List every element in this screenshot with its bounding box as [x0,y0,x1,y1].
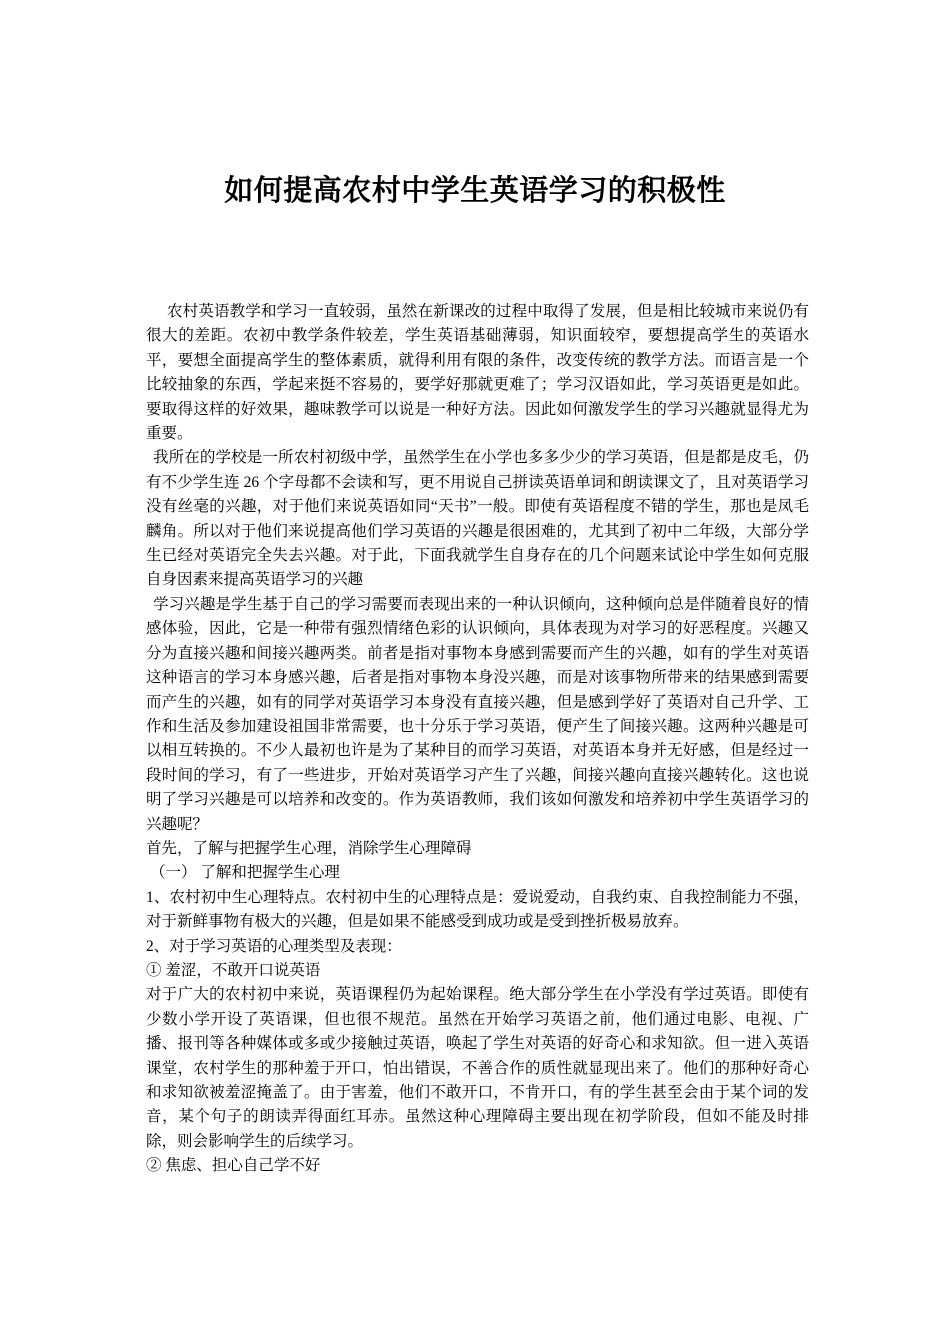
document-body [146,300,809,1179]
paragraph-school: 我所在的学校是一所农村初级中学，虽然学生在小学也多多少少的学习英语，但是都是皮毛，仍有不少学生连 26 个字母都不会读和写，更不用说自己拼读英语单词和朗读课文了，且对英语学习没有丝毫的兴趣，对于他们来说英语如同“天书”一般。即使有英语程度不错的学生，那也是凤毛麟角。所以对于他们来说提高他们学习英语的兴趣是很困难的，尤其到了初中二年级，大部分学生已经对英语完全失去兴趣。对于此，下面我就学生自身存在的几个问题来试论中学生如何克服自身因素来提高英语学习的兴趣 [146,449,809,589]
list-item-2: 2、对于学习英语的心理类型及表现： [146,937,402,955]
subheading-anxiety: ② 焦虑、担心自己学不好 [146,1157,321,1175]
list-item-1: 1、农村初中生心理特点。农村初中生的心理特点是：爱说爱动，自我约束、自我控制能力不强，对于新鲜事物有极大的兴趣，但是如果不能感受到成功或是受到挫折极易放弃。 [146,888,809,931]
page-title: 如何提高农村中学生英语学习的积极性 [224,173,726,207]
heading-first: 首先，了解与把握学生心理，消除学生心理障碍 [146,839,472,857]
paragraph-intro: 农村英语教学和学习一直较弱，虽然在新课改的过程中取得了发展，但是相比较城市来说仍有很大的差距。农初中教学条件较差，学生英语基础薄弱，知识面较窄，要想提高学生的英语水平，要想全面提高学生的整体素质，就得利用有限的条件，改变传统的教学方法。而语言是一个比较抽象的东西，学起来挺不容易的，要学好那就更难了；学习汉语如此，学习英语更是如此。要取得这样的好效果，趣味教学可以说是一种好方法。因此如何激发学生的学习兴趣就显得尤为重要。 [146,303,809,443]
subheading-shy: ① 羞涩，不敢开口说英语 [146,961,321,979]
paragraph-shy: 对于广大的农村初中来说，英语课程仍为起始课程。绝大部分学生在小学没有学过英语。即使有少数小学开设了英语课，但也很不规范。虽然在开始学习英语之前，他们通过电影、电视、广播、报刊等各种媒体或多或少接触过英语，唤起了学生对英语的好奇心和求知欲。但一进入英语课堂，农村学生的那种羞于开口，怕出错误，不善合作的质性就显现出来了。他们的那种好奇心和求知欲被羞涩掩盖了。由于害羞，他们不敢开口，不肯开口，有的学生甚至会由于某个词的发音，某个句子的朗读弄得面红耳赤。虽然这种心理障碍主要出现在初学阶段，但如不能及时排除，则会影响学生的后续学习。 [146,986,809,1150]
paragraph-interest: 学习兴趣是学生基于自己的学习需要而表现出来的一种认识倾向，这种倾向总是伴随着良好的情感体验，因此，它是一种带有强烈情绪色彩的认识倾向，具体表现为对学习的好恶程度。兴趣又分为直接兴趣和间接兴趣两类。前者是指对事物本身感到需要而产生的兴趣，如有的学生对英语这种语言的学习本身感兴趣，后者是指对事物本身没兴趣，而是对该事物所带来的结果感到需要而产生的兴趣，如有的同学对英语学习本身没有直接兴趣，但是感到学好了英语对自己升学、工作和生活及参加建设祖国非常需要，也十分乐于学习英语，便产生了间接兴趣。这两种兴趣是可以相互转换的。不少人最初也许是为了某种目的而学习英语，对英语本身并无好感，但是经过一段时间的学习，有了一些进步，开始对英语学习产生了兴趣，间接兴趣向直接兴趣转化。这也说明了学习兴趣是可以培养和改变的。作为英语教师，我们该如何激发和培养初中学生英语学习的兴趣呢？ [146,595,809,833]
heading-section-one: （一） 了解和把握学生心理 [150,864,340,882]
